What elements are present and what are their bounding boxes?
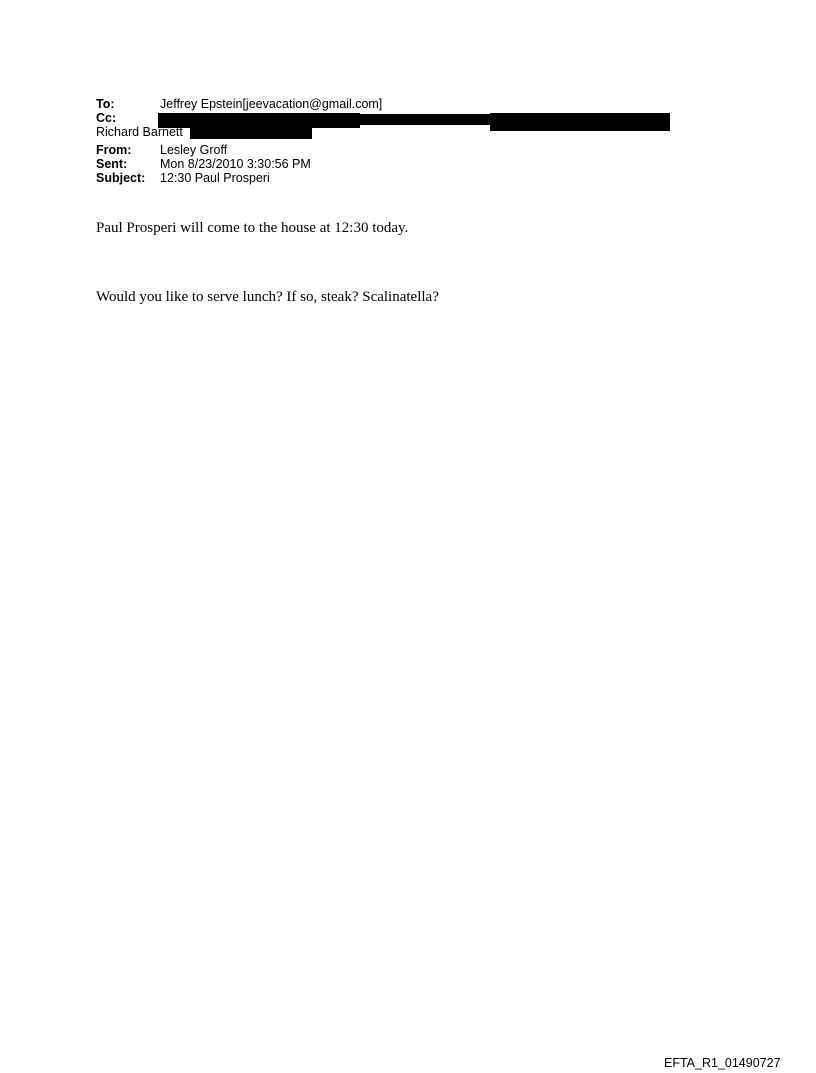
from-value: Lesley Groff (160, 143, 228, 157)
redaction-block (360, 114, 490, 125)
sent-value: Mon 8/23/2010 3:30:56 PM (160, 157, 311, 171)
cc-label: Cc: (96, 111, 117, 125)
body-paragraph: Would you like to serve lunch? If so, steak? Scalinatella? (96, 289, 439, 305)
body-paragraph: Paul Prosperi will come to the house at 12:30 today. (96, 220, 409, 236)
redaction-block (190, 127, 312, 139)
subject-label: Subject: (96, 171, 146, 185)
subject-value: 12:30 Paul Prosperi (160, 171, 270, 185)
sent-label: Sent: (96, 157, 128, 171)
to-label: To: (96, 97, 115, 111)
redaction-block (158, 113, 360, 128)
document-id: EFTA_R1_01490727 (664, 1056, 781, 1070)
redaction-block (490, 113, 670, 131)
to-value: Jeffrey Epstein[jeevacation@gmail.com] (160, 97, 383, 111)
cc-name: Richard Barnett (96, 125, 183, 139)
from-label: From: (96, 143, 132, 157)
